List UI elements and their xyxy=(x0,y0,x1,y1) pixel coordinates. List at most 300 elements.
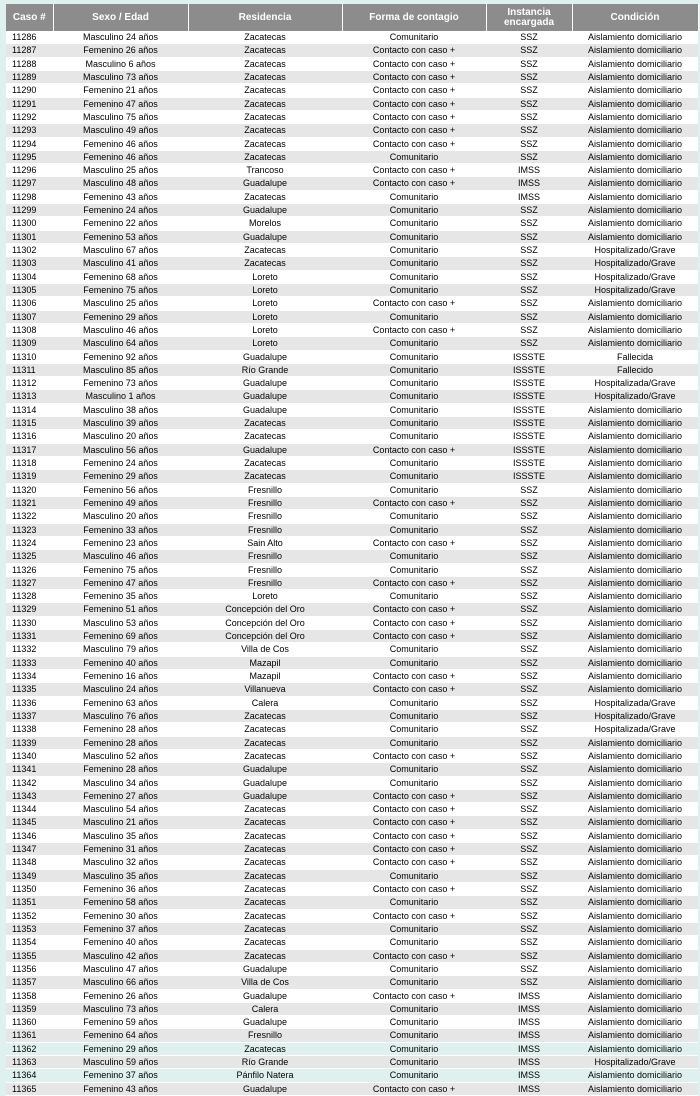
institution-cell: SSZ xyxy=(486,150,572,163)
institution-cell: SSZ xyxy=(486,244,572,257)
sex-age-cell: Femenino 63 años xyxy=(53,696,188,709)
condition-cell: Aislamiento domiciliario xyxy=(572,310,698,323)
condition-cell: Aislamiento domiciliario xyxy=(572,603,698,616)
case-number-cell: 11364 xyxy=(6,1069,53,1082)
case-number-cell: 11335 xyxy=(6,683,53,696)
table-row xyxy=(6,31,698,44)
residence-cell: Zacatecas xyxy=(188,84,342,97)
case-number-cell: 11297 xyxy=(6,177,53,190)
institution-cell: SSZ xyxy=(486,816,572,829)
condition-cell: Aislamiento domiciliario xyxy=(572,656,698,669)
contagion-cell: Comunitario xyxy=(342,337,486,350)
institution-cell: ISSSTE xyxy=(486,350,572,363)
residence-cell: Fresnillo xyxy=(188,483,342,496)
residence-cell: Guadalupe xyxy=(188,1016,342,1029)
condition-cell: Aislamiento domiciliario xyxy=(572,217,698,230)
residence-cell: Concepción del Oro xyxy=(188,616,342,629)
sex-age-cell: Masculino 52 años xyxy=(53,749,188,762)
case-number-cell: 11311 xyxy=(6,363,53,376)
residence-cell: Guadalupe xyxy=(188,989,342,1002)
contagion-cell: Comunitario xyxy=(342,590,486,603)
institution-cell: IMSS xyxy=(486,1002,572,1015)
residence-cell: Zacatecas xyxy=(188,470,342,483)
table-row xyxy=(6,789,698,802)
condition-cell: Hospitalizada/Grave xyxy=(572,696,698,709)
condition-cell: Aislamiento domiciliario xyxy=(572,230,698,243)
contagion-cell: Contacto con caso + xyxy=(342,110,486,123)
case-number-cell: 11343 xyxy=(6,789,53,802)
table-row xyxy=(6,457,698,470)
sex-age-cell: Masculino 79 años xyxy=(53,643,188,656)
table-row xyxy=(6,976,698,989)
institution-cell: SSZ xyxy=(486,323,572,336)
case-number-cell: 11329 xyxy=(6,603,53,616)
institution-cell: SSZ xyxy=(486,603,572,616)
case-number-cell: 11336 xyxy=(6,696,53,709)
sex-age-cell: Femenino 24 años xyxy=(53,204,188,217)
residence-cell: Guadalupe xyxy=(188,443,342,456)
table-row xyxy=(6,843,698,856)
condition-cell: Aislamiento domiciliario xyxy=(572,803,698,816)
table-row xyxy=(6,922,698,935)
institution-cell: SSZ xyxy=(486,536,572,549)
contagion-cell: Contacto con caso + xyxy=(342,909,486,922)
table-row xyxy=(6,1082,698,1095)
sex-age-cell: Femenino 26 años xyxy=(53,989,188,1002)
table-row xyxy=(6,616,698,629)
institution-cell: SSZ xyxy=(486,337,572,350)
sex-age-cell: Masculino 66 años xyxy=(53,976,188,989)
institution-cell: SSZ xyxy=(486,829,572,842)
table-row xyxy=(6,97,698,110)
table-row xyxy=(6,483,698,496)
case-number-cell: 11353 xyxy=(6,922,53,935)
institution-cell: SSZ xyxy=(486,576,572,589)
table-row xyxy=(6,363,698,376)
condition-cell: Aislamiento domiciliario xyxy=(572,763,698,776)
table-row xyxy=(6,696,698,709)
institution-cell: SSZ xyxy=(486,883,572,896)
table-row xyxy=(6,883,698,896)
table-row xyxy=(6,350,698,363)
institution-cell: ISSSTE xyxy=(486,377,572,390)
residence-cell: Guadalupe xyxy=(188,204,342,217)
institution-cell: SSZ xyxy=(486,616,572,629)
table-row xyxy=(6,470,698,483)
sex-age-cell: Femenino 47 años xyxy=(53,97,188,110)
institution-cell: SSZ xyxy=(486,44,572,57)
residence-cell: Loreto xyxy=(188,297,342,310)
institution-cell: SSZ xyxy=(486,57,572,70)
contagion-cell: Contacto con caso + xyxy=(342,749,486,762)
case-number-cell: 11299 xyxy=(6,204,53,217)
contagion-cell: Comunitario xyxy=(342,310,486,323)
case-number-cell: 11286 xyxy=(6,31,53,44)
case-number-cell: 11348 xyxy=(6,856,53,869)
contagion-cell: Comunitario xyxy=(342,350,486,363)
sex-age-cell: Masculino 25 años xyxy=(53,164,188,177)
sex-age-cell: Femenino 51 años xyxy=(53,603,188,616)
table-row xyxy=(6,536,698,549)
residence-cell: Villanueva xyxy=(188,683,342,696)
condition-cell: Aislamiento domiciliario xyxy=(572,496,698,509)
institution-cell: ISSSTE xyxy=(486,443,572,456)
contagion-cell: Comunitario xyxy=(342,696,486,709)
contagion-cell: Contacto con caso + xyxy=(342,443,486,456)
sex-age-cell: Masculino 20 años xyxy=(53,510,188,523)
residence-cell: Zacatecas xyxy=(188,883,342,896)
sex-age-cell: Masculino 46 años xyxy=(53,550,188,563)
case-number-cell: 11319 xyxy=(6,470,53,483)
table-row xyxy=(6,124,698,137)
case-number-cell: 11320 xyxy=(6,483,53,496)
contagion-cell: Comunitario xyxy=(342,563,486,576)
institution-cell: SSZ xyxy=(486,683,572,696)
residence-cell: Zacatecas xyxy=(188,137,342,150)
contagion-cell: Comunitario xyxy=(342,550,486,563)
institution-cell: SSZ xyxy=(486,949,572,962)
contagion-cell: Comunitario xyxy=(342,723,486,736)
sex-age-cell: Masculino 35 años xyxy=(53,829,188,842)
contagion-cell: Contacto con caso + xyxy=(342,883,486,896)
residence-cell: Mazapil xyxy=(188,670,342,683)
sex-age-cell: Femenino 92 años xyxy=(53,350,188,363)
table-row xyxy=(6,1002,698,1015)
table-row xyxy=(6,576,698,589)
header-sexo-edad: Sexo / Edad xyxy=(53,4,188,31)
table-row xyxy=(6,257,698,270)
residence-cell: Zacatecas xyxy=(188,816,342,829)
contagion-cell: Contacto con caso + xyxy=(342,124,486,137)
case-number-cell: 11337 xyxy=(6,709,53,722)
residence-cell: Trancoso xyxy=(188,164,342,177)
contagion-cell: Contacto con caso + xyxy=(342,616,486,629)
institution-cell: SSZ xyxy=(486,803,572,816)
sex-age-cell: Masculino 54 años xyxy=(53,803,188,816)
institution-cell: SSZ xyxy=(486,217,572,230)
contagion-cell: Comunitario xyxy=(342,776,486,789)
institution-cell: SSZ xyxy=(486,310,572,323)
institution-cell: SSZ xyxy=(486,976,572,989)
institution-cell: IMSS xyxy=(486,164,572,177)
contagion-cell: Comunitario xyxy=(342,230,486,243)
residence-cell: Zacatecas xyxy=(188,856,342,869)
case-number-cell: 11340 xyxy=(6,749,53,762)
residence-cell: Zacatecas xyxy=(188,417,342,430)
case-number-cell: 11295 xyxy=(6,150,53,163)
institution-cell: SSZ xyxy=(486,763,572,776)
sex-age-cell: Femenino 43 años xyxy=(53,190,188,203)
residence-cell: Zacatecas xyxy=(188,829,342,842)
table-row xyxy=(6,896,698,909)
institution-cell: SSZ xyxy=(486,696,572,709)
case-number-cell: 11323 xyxy=(6,523,53,536)
residence-cell: Río Grande xyxy=(188,363,342,376)
residence-cell: Guadalupe xyxy=(188,789,342,802)
table-row xyxy=(6,430,698,443)
residence-cell: Loreto xyxy=(188,283,342,296)
sex-age-cell: Femenino 64 años xyxy=(53,1029,188,1042)
residence-cell: Zacatecas xyxy=(188,803,342,816)
case-number-cell: 11306 xyxy=(6,297,53,310)
sex-age-cell: Femenino 29 años xyxy=(53,470,188,483)
condition-cell: Aislamiento domiciliario xyxy=(572,1082,698,1095)
sex-age-cell: Femenino 37 años xyxy=(53,1069,188,1082)
sex-age-cell: Femenino 46 años xyxy=(53,150,188,163)
table-row xyxy=(6,44,698,57)
case-number-cell: 11294 xyxy=(6,137,53,150)
table-row xyxy=(6,736,698,749)
condition-cell: Aislamiento domiciliario xyxy=(572,297,698,310)
institution-cell: IMSS xyxy=(486,190,572,203)
condition-cell: Aislamiento domiciliario xyxy=(572,776,698,789)
sex-age-cell: Femenino 40 años xyxy=(53,936,188,949)
case-number-cell: 11328 xyxy=(6,590,53,603)
contagion-cell: Comunitario xyxy=(342,922,486,935)
case-number-cell: 11334 xyxy=(6,670,53,683)
case-number-cell: 11365 xyxy=(6,1082,53,1095)
table-row xyxy=(6,57,698,70)
table-row xyxy=(6,390,698,403)
condition-cell: Aislamiento domiciliario xyxy=(572,403,698,416)
institution-cell: SSZ xyxy=(486,789,572,802)
contagion-cell: Comunitario xyxy=(342,377,486,390)
case-number-cell: 11315 xyxy=(6,417,53,430)
condition-cell: Aislamiento domiciliario xyxy=(572,470,698,483)
case-number-cell: 11331 xyxy=(6,630,53,643)
table-row xyxy=(6,84,698,97)
sex-age-cell: Femenino 28 años xyxy=(53,723,188,736)
header-instancia: Instancia encargada xyxy=(486,4,572,31)
institution-cell: ISSSTE xyxy=(486,430,572,443)
contagion-cell: Comunitario xyxy=(342,1056,486,1069)
sex-age-cell: Femenino 40 años xyxy=(53,656,188,669)
case-number-cell: 11346 xyxy=(6,829,53,842)
residence-cell: Morelos xyxy=(188,217,342,230)
condition-cell: Aislamiento domiciliario xyxy=(572,57,698,70)
residence-cell: Zacatecas xyxy=(188,949,342,962)
case-number-cell: 11360 xyxy=(6,1016,53,1029)
table-row xyxy=(6,936,698,949)
table-row xyxy=(6,749,698,762)
sex-age-cell: Femenino 16 años xyxy=(53,670,188,683)
institution-cell: SSZ xyxy=(486,510,572,523)
condition-cell: Aislamiento domiciliario xyxy=(572,909,698,922)
condition-cell: Aislamiento domiciliario xyxy=(572,523,698,536)
condition-cell: Aislamiento domiciliario xyxy=(572,816,698,829)
contagion-cell: Comunitario xyxy=(342,470,486,483)
contagion-cell: Contacto con caso + xyxy=(342,177,486,190)
table-row xyxy=(6,377,698,390)
case-number-cell: 11305 xyxy=(6,283,53,296)
sex-age-cell: Masculino 38 años xyxy=(53,403,188,416)
case-number-cell: 11310 xyxy=(6,350,53,363)
residence-cell: Guadalupe xyxy=(188,776,342,789)
sex-age-cell: Masculino 46 años xyxy=(53,323,188,336)
header-residencia: Residencia xyxy=(188,4,342,31)
sex-age-cell: Femenino 22 años xyxy=(53,217,188,230)
condition-cell: Aislamiento domiciliario xyxy=(572,789,698,802)
table-row xyxy=(6,723,698,736)
contagion-cell: Comunitario xyxy=(342,656,486,669)
table-body xyxy=(6,31,698,1096)
residence-cell: Fresnillo xyxy=(188,510,342,523)
table-row xyxy=(6,150,698,163)
case-number-cell: 11301 xyxy=(6,230,53,243)
contagion-cell: Comunitario xyxy=(342,510,486,523)
table-row xyxy=(6,1056,698,1069)
institution-cell: SSZ xyxy=(486,670,572,683)
institution-cell: IMSS xyxy=(486,1082,572,1095)
residence-cell: Zacatecas xyxy=(188,70,342,83)
institution-cell: SSZ xyxy=(486,283,572,296)
residence-cell: Zacatecas xyxy=(188,749,342,762)
condition-cell: Aislamiento domiciliario xyxy=(572,1069,698,1082)
header-condicion: Condición xyxy=(572,4,698,31)
condition-cell: Aislamiento domiciliario xyxy=(572,510,698,523)
contagion-cell: Comunitario xyxy=(342,390,486,403)
sex-age-cell: Masculino 35 años xyxy=(53,869,188,882)
institution-cell: IMSS xyxy=(486,1069,572,1082)
institution-cell: SSZ xyxy=(486,909,572,922)
institution-cell: SSZ xyxy=(486,656,572,669)
condition-cell: Aislamiento domiciliario xyxy=(572,630,698,643)
residence-cell: Guadalupe xyxy=(188,230,342,243)
sex-age-cell: Femenino 23 años xyxy=(53,536,188,549)
contagion-cell: Comunitario xyxy=(342,643,486,656)
residence-cell: Loreto xyxy=(188,323,342,336)
table-row xyxy=(6,1069,698,1082)
sex-age-cell: Femenino 73 años xyxy=(53,377,188,390)
institution-cell: IMSS xyxy=(486,989,572,1002)
table-row xyxy=(6,630,698,643)
condition-cell: Aislamiento domiciliario xyxy=(572,84,698,97)
contagion-cell: Comunitario xyxy=(342,483,486,496)
table-row xyxy=(6,310,698,323)
institution-cell: ISSSTE xyxy=(486,470,572,483)
sex-age-cell: Masculino 20 años xyxy=(53,430,188,443)
residence-cell: Zacatecas xyxy=(188,97,342,110)
institution-cell: SSZ xyxy=(486,843,572,856)
cases-table-container xyxy=(6,4,698,1094)
header-caso: Caso # xyxy=(6,4,53,31)
condition-cell: Fallecido xyxy=(572,363,698,376)
sex-age-cell: Femenino 53 años xyxy=(53,230,188,243)
sex-age-cell: Femenino 75 años xyxy=(53,283,188,296)
condition-cell: Aislamiento domiciliario xyxy=(572,536,698,549)
case-number-cell: 11332 xyxy=(6,643,53,656)
case-number-cell: 11339 xyxy=(6,736,53,749)
contagion-cell: Comunitario xyxy=(342,709,486,722)
sex-age-cell: Masculino 47 años xyxy=(53,962,188,975)
condition-cell: Aislamiento domiciliario xyxy=(572,204,698,217)
contagion-cell: Contacto con caso + xyxy=(342,297,486,310)
institution-cell: SSZ xyxy=(486,856,572,869)
condition-cell: Aislamiento domiciliario xyxy=(572,443,698,456)
case-number-cell: 11342 xyxy=(6,776,53,789)
contagion-cell: Comunitario xyxy=(342,417,486,430)
residence-cell: Zacatecas xyxy=(188,257,342,270)
sex-age-cell: Femenino 31 años xyxy=(53,843,188,856)
residence-cell: Guadalupe xyxy=(188,403,342,416)
residence-cell: Zacatecas xyxy=(188,44,342,57)
table-row xyxy=(6,550,698,563)
case-number-cell: 11362 xyxy=(6,1042,53,1055)
institution-cell: SSZ xyxy=(486,643,572,656)
condition-cell: Aislamiento domiciliario xyxy=(572,670,698,683)
residence-cell: Río Grande xyxy=(188,1056,342,1069)
table-row xyxy=(6,337,698,350)
residence-cell: Zacatecas xyxy=(188,430,342,443)
sex-age-cell: Masculino 53 años xyxy=(53,616,188,629)
table-row xyxy=(6,230,698,243)
table-row xyxy=(6,1016,698,1029)
sex-age-cell: Masculino 6 años xyxy=(53,57,188,70)
institution-cell: SSZ xyxy=(486,204,572,217)
contagion-cell: Contacto con caso + xyxy=(342,496,486,509)
case-number-cell: 11330 xyxy=(6,616,53,629)
table-row xyxy=(6,137,698,150)
table-row xyxy=(6,323,698,336)
case-number-cell: 11314 xyxy=(6,403,53,416)
sex-age-cell: Masculino 24 años xyxy=(53,31,188,44)
condition-cell: Aislamiento domiciliario xyxy=(572,643,698,656)
sex-age-cell: Femenino 24 años xyxy=(53,457,188,470)
condition-cell: Aislamiento domiciliario xyxy=(572,616,698,629)
contagion-cell: Contacto con caso + xyxy=(342,856,486,869)
condition-cell: Hospitalizado/Grave xyxy=(572,257,698,270)
residence-cell: Guadalupe xyxy=(188,1082,342,1095)
residence-cell: Zacatecas xyxy=(188,723,342,736)
contagion-cell: Contacto con caso + xyxy=(342,949,486,962)
condition-cell: Aislamiento domiciliario xyxy=(572,736,698,749)
sex-age-cell: Femenino 58 años xyxy=(53,896,188,909)
residence-cell: Guadalupe xyxy=(188,390,342,403)
institution-cell: SSZ xyxy=(486,84,572,97)
contagion-cell: Comunitario xyxy=(342,962,486,975)
case-number-cell: 11363 xyxy=(6,1056,53,1069)
table-row xyxy=(6,496,698,509)
sex-age-cell: Femenino 33 años xyxy=(53,523,188,536)
institution-cell: SSZ xyxy=(486,31,572,44)
contagion-cell: Comunitario xyxy=(342,283,486,296)
residence-cell: Calera xyxy=(188,1002,342,1015)
institution-cell: SSZ xyxy=(486,297,572,310)
institution-cell: IMSS xyxy=(486,1029,572,1042)
contagion-cell: Comunitario xyxy=(342,1042,486,1055)
table-row xyxy=(6,856,698,869)
institution-cell: SSZ xyxy=(486,709,572,722)
contagion-cell: Comunitario xyxy=(342,763,486,776)
condition-cell: Aislamiento domiciliario xyxy=(572,869,698,882)
sex-age-cell: Femenino 56 años xyxy=(53,483,188,496)
institution-cell: SSZ xyxy=(486,776,572,789)
condition-cell: Aislamiento domiciliario xyxy=(572,31,698,44)
condition-cell: Aislamiento domiciliario xyxy=(572,417,698,430)
sex-age-cell: Masculino 32 años xyxy=(53,856,188,869)
condition-cell: Aislamiento domiciliario xyxy=(572,137,698,150)
contagion-cell: Comunitario xyxy=(342,217,486,230)
sex-age-cell: Femenino 59 años xyxy=(53,1016,188,1029)
case-number-cell: 11358 xyxy=(6,989,53,1002)
table-row xyxy=(6,962,698,975)
case-number-cell: 11316 xyxy=(6,430,53,443)
residence-cell: Villa de Cos xyxy=(188,976,342,989)
residence-cell: Zacatecas xyxy=(188,909,342,922)
table-row xyxy=(6,204,698,217)
sex-age-cell: Masculino 73 años xyxy=(53,1002,188,1015)
institution-cell: SSZ xyxy=(486,124,572,137)
